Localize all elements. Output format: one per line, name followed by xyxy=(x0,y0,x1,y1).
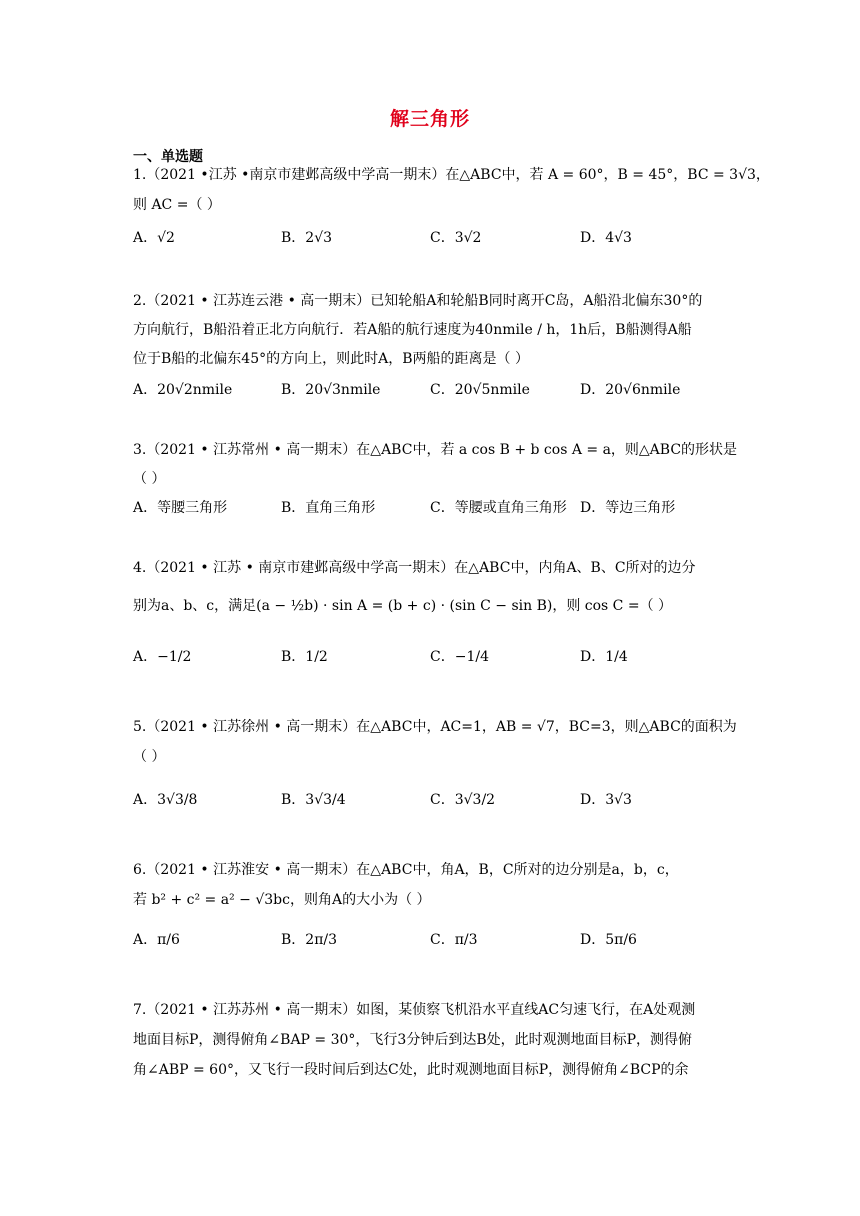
page-title: 解三角形 xyxy=(389,108,470,130)
question-line: 2.（2021 • 江苏连云港 • 高一期末）已知轮船A和轮船B同时离开C岛，A船沿北偏东30°的 xyxy=(133,293,703,309)
option-c: C．3√3/2 xyxy=(430,792,496,808)
question-line: 6.（2021 • 江苏淮安 • 高一期末）在△ABC中，角A，B，C所对的边分别是a，b，c， xyxy=(133,862,679,878)
option-d: D．20√6nmile xyxy=(580,382,681,398)
option-d: D．3√3 xyxy=(580,792,632,808)
question-line: 则 AC =（ ） xyxy=(133,197,221,213)
option-c: C．3√2 xyxy=(430,230,482,246)
option-a: A．20√2nmile xyxy=(133,382,233,398)
option-a: A．3√3/8 xyxy=(133,792,198,808)
option-c: C．−1/4 xyxy=(430,649,489,665)
option-a: A．等腰三角形 xyxy=(133,500,228,516)
section-heading: 一、单选题 xyxy=(133,149,203,165)
option-d: D．5π/6 xyxy=(580,932,637,948)
option-c: C．20√5nmile xyxy=(430,382,530,398)
option-d: D．4√3 xyxy=(580,230,632,246)
option-c: C．等腰或直角三角形 xyxy=(430,500,567,516)
question-line: 方向航行，B船沿着正北方向航行．若A船的航行速度为40nmile / h，1h后，B船测得A船 xyxy=(133,322,692,338)
option-b: B．2√3 xyxy=(281,230,333,246)
question-line: （ ） xyxy=(133,749,166,765)
question-line: 3.（2021 • 江苏常州 • 高一期末）在△ABC中，若 a cos B + b cos A = a，则△ABC的形状是 xyxy=(133,442,738,458)
question-line: 4.（2021 • 江苏 • 南京市建邺高级中学高一期末）在△ABC中，内角A、B、C所对的边分 xyxy=(133,560,696,576)
question-line: 7.（2021 • 江苏苏州 • 高一期末）如图，某侦察飞机沿水平直线AC匀速飞行，在A处观测 xyxy=(133,1002,696,1018)
option-b: B．20√3nmile xyxy=(281,382,381,398)
question-line: 5.（2021 • 江苏徐州 • 高一期末）在△ABC中，AC=1，AB = √7，BC=3，则△ABC的面积为 xyxy=(133,719,737,735)
option-b: B．3√3/4 xyxy=(281,792,346,808)
option-b: B．直角三角形 xyxy=(281,500,376,516)
option-a: A．−1/2 xyxy=(133,649,192,665)
question-line: （ ） xyxy=(133,471,166,487)
option-b: B．1/2 xyxy=(281,649,328,665)
option-d: D．1/4 xyxy=(580,649,628,665)
option-d: D．等边三角形 xyxy=(580,500,676,516)
option-a: A．π/6 xyxy=(133,932,180,948)
question-line: 别为a、b、c，满足(a − ½b) · sin A = (b + c) · (sin C − sin B)，则 cos C =（ ） xyxy=(133,598,673,614)
question-line: 若 b² + c² = a² − √3bc，则角A的大小为（ ） xyxy=(133,892,431,908)
question-line: 角∠ABP = 60°，又飞行一段时间后到达C处，此时观测地面目标P，测得俯角∠BCP的余 xyxy=(133,1062,689,1078)
option-b: B．2π/3 xyxy=(281,932,338,948)
option-c: C．π/3 xyxy=(430,932,478,948)
question-line: 1.（2021 •江苏 •南京市建邺高级中学高一期末）在△ABC中，若 A = 60°，B = 45°，BC = 3√3， xyxy=(133,167,770,183)
question-line: 位于B船的北偏东45°的方向上，则此时A，B两船的距离是（ ） xyxy=(133,351,529,367)
option-a: A．√2 xyxy=(133,230,175,246)
question-line: 地面目标P，测得俯角∠BAP = 30°，飞行3分钟后到达B处，此时观测地面目标P，测得俯 xyxy=(133,1032,693,1048)
